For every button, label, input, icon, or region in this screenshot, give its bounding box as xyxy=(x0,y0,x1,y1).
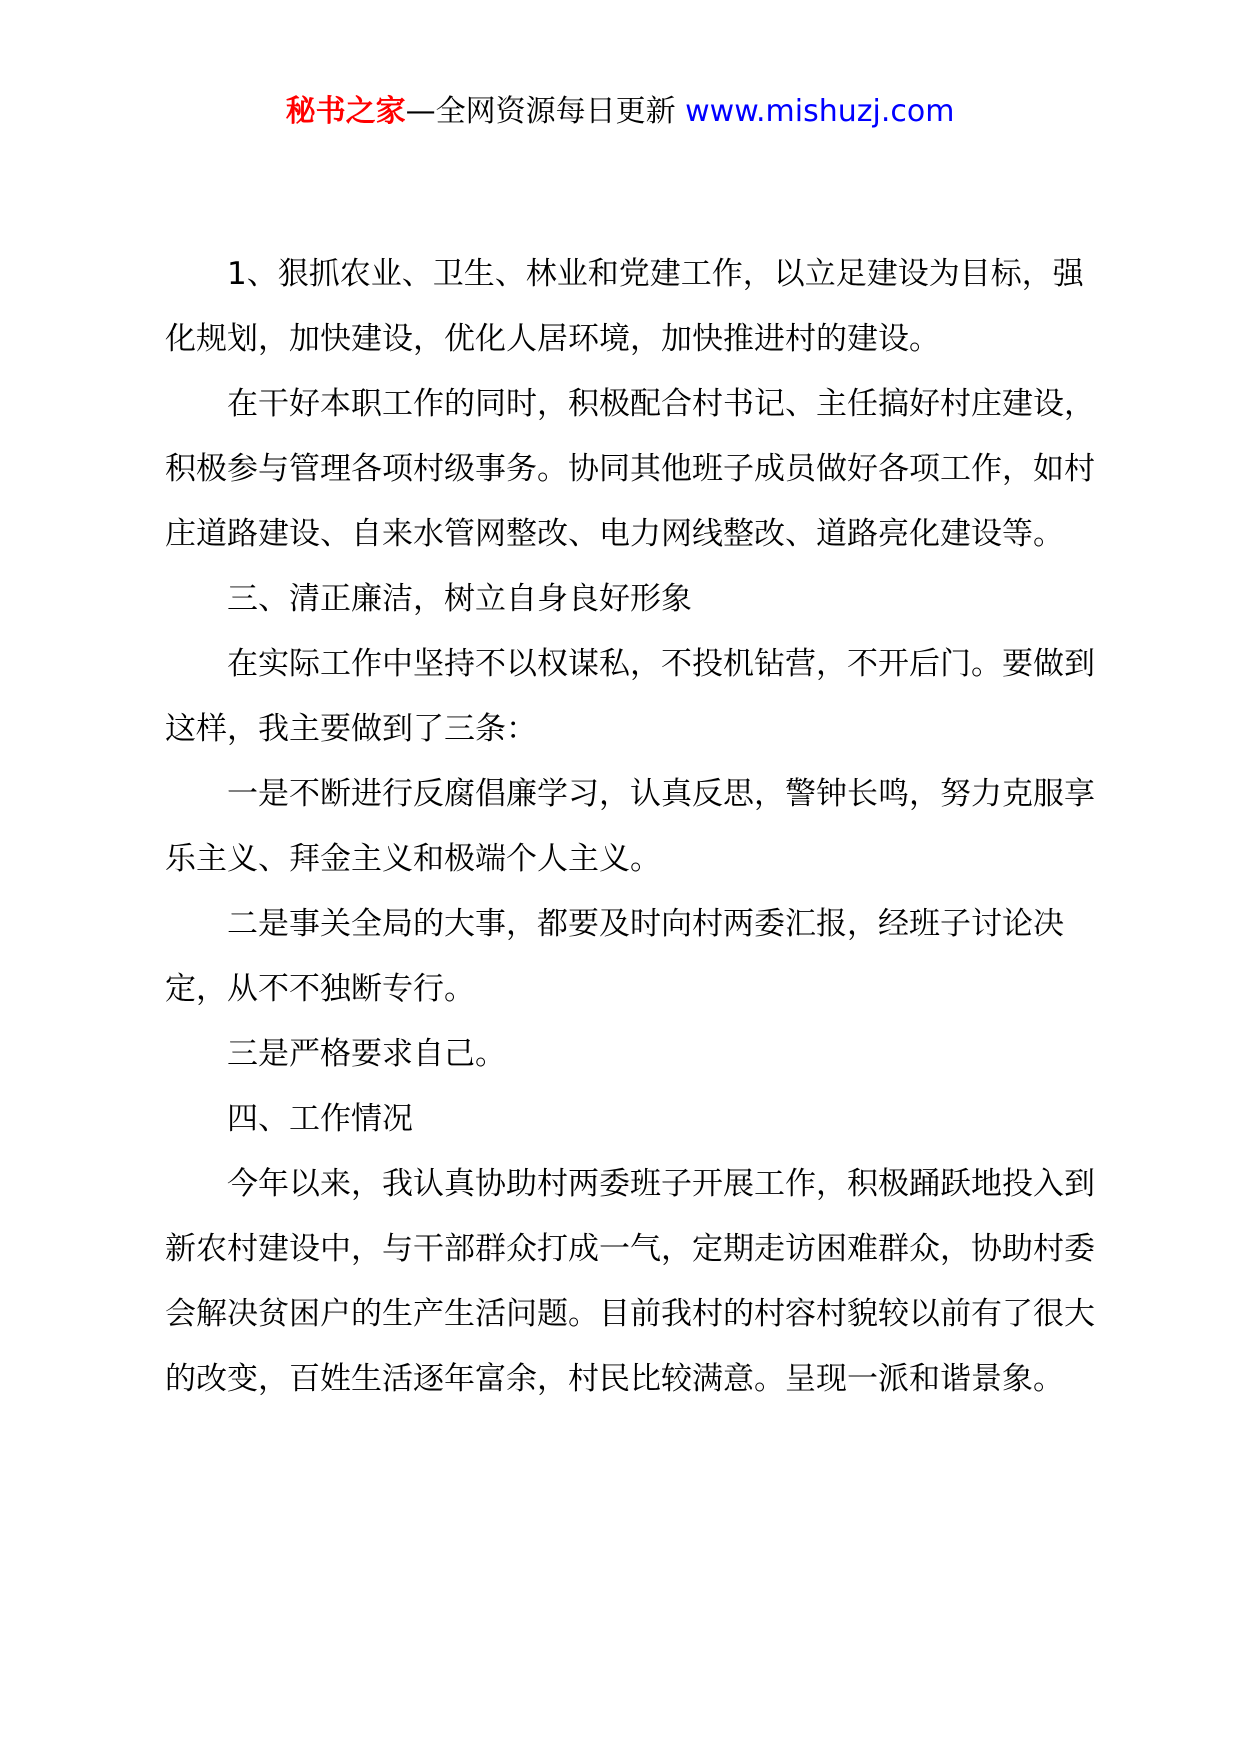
brand-name: 秘书之家 xyxy=(285,94,406,129)
paragraph-integrity-intro: 在实际工作中坚持不以权谋私，不投机钻营，不开后门。要做到这样，我主要做到了三条： xyxy=(165,646,1095,747)
page-header xyxy=(0,92,1240,132)
paragraph-point-three: 三是严格要求自己。 xyxy=(227,1036,506,1072)
paragraph-village-construction: 在干好本职工作的同时，积极配合村书记、主任搞好村庄建设，积极参与管理各项村级事务。协同其他班子成员做好各项工作，如村庄道路建设、自来水管网整改、电力网线整改、道路亮化建设等。 xyxy=(165,386,1095,552)
paragraph-agriculture-work: 1、狠抓农业、卫生、林业和党建工作，以立足建设为目标，强化规划，加快建设，优化人居环境，加快推进村的建设。 xyxy=(165,256,1084,357)
paragraph-point-two: 二是事关全局的大事，都要及时向村两委汇报，经班子讨论决定，从不不独断专行。 xyxy=(165,906,1064,1007)
document-body xyxy=(165,242,1095,1412)
paragraph-work-status: 今年以来，我认真协助村两委班子开展工作，积极踊跃地投入到新农村建设中，与干部群众打成一气，定期走访困难群众，协助村委会解决贫困户的生产生活问题。目前我村的村容村貌较以前有了很大的改变，百姓生活逐年富余，村民比较满意。呈现一派和谐景象。 xyxy=(165,1166,1095,1397)
header-tagline: —全网资源每日更新 xyxy=(405,94,686,129)
site-url-link[interactable]: www.mishuzj.com xyxy=(685,94,955,129)
paragraph-point-one: 一是不断进行反腐倡廉学习，认真反思，警钟长鸣，努力克服享乐主义、拜金主义和极端个人主义。 xyxy=(165,776,1095,877)
section-heading-work-status: 四、工作情况 xyxy=(227,1101,413,1137)
section-heading-integrity: 三、清正廉洁，树立自身良好形象 xyxy=(227,581,692,617)
